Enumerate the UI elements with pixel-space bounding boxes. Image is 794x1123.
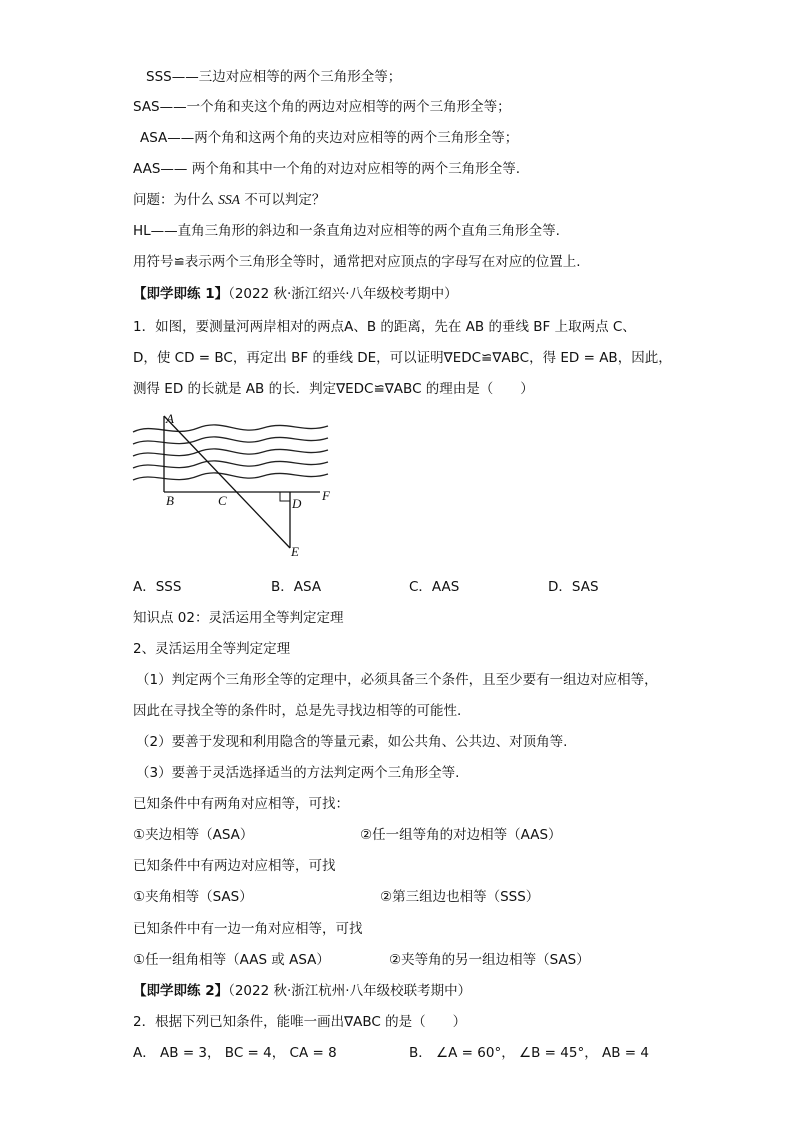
rule-sss: SSS——三边对应相等的两个三角形全等； <box>146 69 402 85</box>
river-wave-2 <box>133 437 328 444</box>
practice1-option-b: B．ASA <box>271 579 322 595</box>
practice2-header <box>133 982 471 1000</box>
label-b: B <box>166 493 174 508</box>
practice2-option-a: A． AB = 3， BC = 4， CA = 8 <box>133 1045 337 1061</box>
section2-heading: 2、灵活运用全等判定定理 <box>133 641 291 657</box>
river-wave-1 <box>133 425 328 432</box>
rule-sas: SAS——一个角和夹这个角的两边对应相等的两个三角形全等； <box>133 99 511 115</box>
practice2-option-b: B． ∠A = 60°， ∠B = 45°， AB = 4 <box>409 1045 649 1061</box>
knowledge-point-02: 知识点 02：灵活运用全等判定定理 <box>133 610 344 626</box>
case2-option-a: ①夹角相等（SAS） <box>133 889 253 905</box>
rule-asa: ASA——两个角和这两个角的夹边对应相等的两个三角形全等； <box>140 130 519 146</box>
practice1-line2: D，使 CD = BC，再定出 BF 的垂线 DE，可以证明∇EDC≌∇ABC，得 ED = AB，因此， <box>133 350 672 366</box>
practice1-option-d: D．SAS <box>548 579 599 595</box>
label-f: F <box>322 488 330 503</box>
line-ae <box>164 416 290 548</box>
question-ssa <box>133 191 325 209</box>
practice1-option-c: C．AAS <box>409 579 460 595</box>
case2-option-b: ②第三组边也相等（SSS） <box>380 889 540 905</box>
river-wave-5 <box>133 473 328 480</box>
label-d: D <box>292 496 302 511</box>
practice1-header <box>133 285 458 303</box>
case3-option-a: ①任一组角相等（AAS 或 ASA） <box>133 952 330 968</box>
practice1-source: （2022 秋·浙江绍兴·八年级校考期中） <box>228 286 458 302</box>
right-angle-mark <box>280 492 290 501</box>
section2-p3: （3）要善于灵活选择适当的方法判定两个三角形全等. <box>136 765 460 781</box>
practice1-option-a: A．SSS <box>133 579 182 595</box>
question-prefix: 问题：为什么 <box>133 192 219 208</box>
question-suffix: 不可以判定？ <box>240 192 326 208</box>
notation-note: 用符号≌表示两个三角形全等时，通常把对应顶点的字母写在对应的位置上. <box>133 254 581 270</box>
section2-p2: （2）要善于发现和利用隐含的等量元素，如公共角、公共边、对顶角等. <box>136 734 568 750</box>
section2-p1a: （1）判定两个三角形全等的定理中，必须具备三个条件，且至少要有一组边对应相等， <box>136 672 658 688</box>
rule-hl: HL——直角三角形的斜边和一条直角边对应相等的两个直角三角形全等. <box>133 223 560 239</box>
case3-title: 已知条件中有一边一角对应相等，可找 <box>133 921 363 937</box>
label-c: C <box>218 493 227 508</box>
river-wave-4 <box>133 461 328 468</box>
practice2-label: 【即学即练 2】 <box>133 983 229 999</box>
section2-p1b: 因此在寻找全等的条件时，总是先寻找边相等的可能性. <box>133 703 462 719</box>
rule-aas: AAS—— 两个角和其中一个角的对边对应相等的两个三角形全等. <box>133 161 520 177</box>
case1-option-a: ①夹边相等（ASA） <box>133 827 254 843</box>
practice2-source: （2022 秋·浙江杭州·八年级校联考期中） <box>228 983 472 999</box>
label-a: A <box>166 411 174 426</box>
practice1-label: 【即学即练 1】 <box>133 286 229 302</box>
practice1-line3: 测得 ED 的长就是 AB 的长．判定∇EDC≌∇ABC 的理由是（ ） <box>133 381 534 397</box>
river-wave-3 <box>133 449 328 456</box>
practice2-question: 2．根据下列已知条件，能唯一画出∇ABC 的是（ ） <box>133 1014 467 1030</box>
case3-option-b: ②夹等角的另一组边相等（SAS） <box>389 952 590 968</box>
river-figure <box>128 408 348 558</box>
case1-option-b: ②任一组等角的对边相等（AAS） <box>360 827 562 843</box>
case2-title: 已知条件中有两边对应相等，可找 <box>133 858 336 874</box>
label-e: E <box>291 544 299 558</box>
case1-title: 已知条件中有两角对应相等，可找： <box>133 796 349 812</box>
practice1-line1: 1．如图，要测量河两岸相对的两点A、B 的距离，先在 AB 的垂线 BF 上取两点 C、 <box>133 319 636 335</box>
question-term: SSA <box>218 192 241 207</box>
